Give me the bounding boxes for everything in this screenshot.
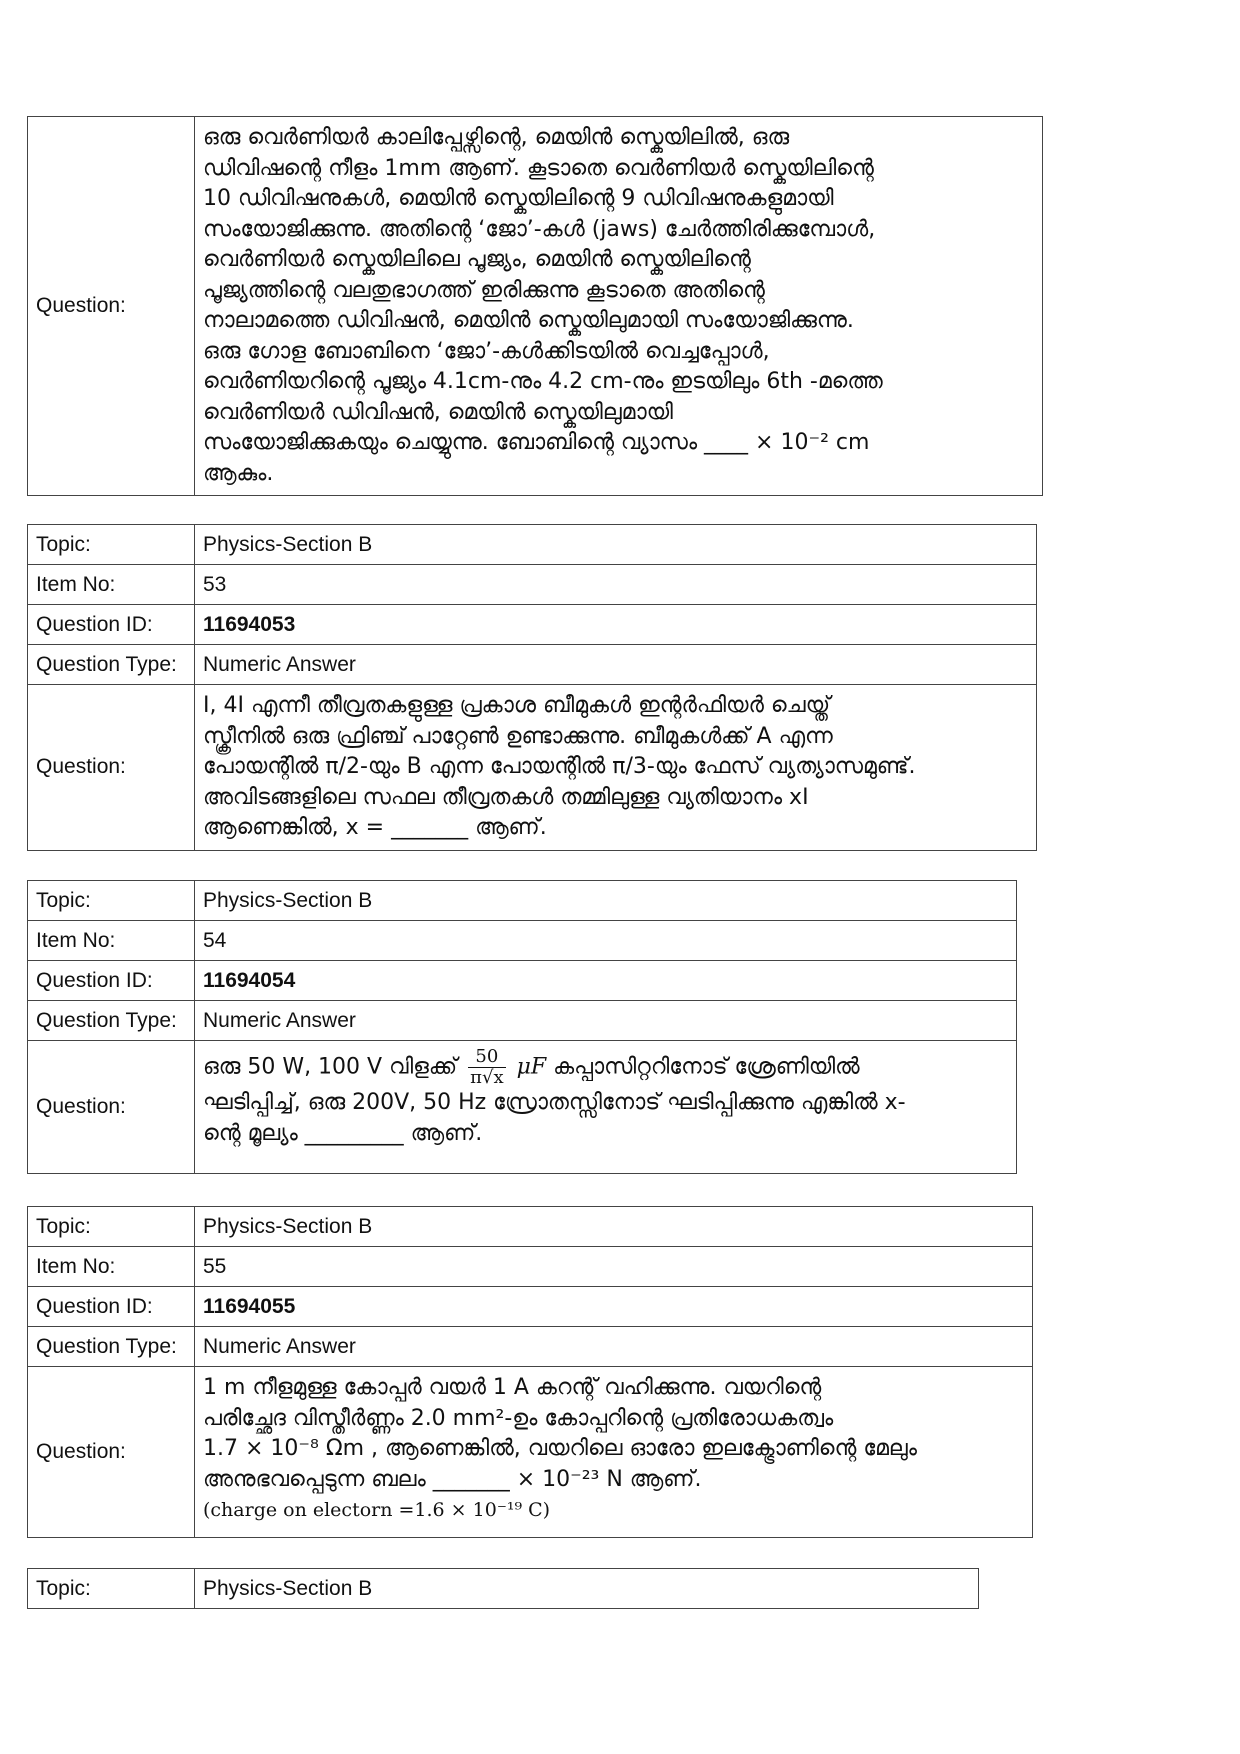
topic-label: Topic: (28, 1569, 195, 1609)
question-line: 1.7 × 10⁻⁸ Ωm , ആണെങ്കിൽ, വയറിലെ ഓരോ ഇലക്ട്രോണിന്റെ മേലും (203, 1436, 917, 1461)
topic-label: Topic: (28, 881, 195, 921)
question-type-label: Question Type: (28, 1001, 195, 1041)
question-line: വെർണിയർ ഡിവിഷൻ, മെയിൻ സ്കെയിലുമായി (203, 399, 673, 425)
item-row (28, 565, 1037, 605)
question-label: Question: (28, 117, 195, 496)
question-row (28, 685, 1037, 851)
topic-value: Physics-Section B (195, 881, 1017, 921)
question-text (195, 117, 1043, 496)
question-line: ന്റെ മൂല്യം _________ ആണ്. (203, 1120, 483, 1146)
question-type-value: Numeric Answer (195, 1001, 1017, 1041)
topic-row (28, 1207, 1033, 1247)
question-line: ഒരു ഗോള ബോബിനെ ‘ജോ’-കൾക്കിടയിൽ വെച്ചപ്പോൾ, (203, 338, 770, 364)
question-text-part: കപ്പാസിറ്ററിനോട് ശ്രേണിയിൽ (553, 1054, 860, 1080)
topic-row (28, 1569, 979, 1609)
topic-row (28, 525, 1037, 565)
item-value: 55 (195, 1247, 1033, 1287)
question-line: പോയന്റിൽ π/2-യും B എന്ന പോയന്റിൽ π/3-യും ഫേസ് വ്യത്യാസമുണ്ട്. (203, 754, 916, 779)
question-id-row (28, 605, 1037, 645)
question-line: വെർണിയറിന്റെ പൂജ്യം 4.1cm-നും 4.2 cm-നും ഇടയിലും 6th -മത്തെ (203, 369, 883, 394)
fraction-denominator: π√x (470, 1067, 504, 1088)
question-line: 1 m നീളമുള്ള കോപ്പർ വയർ 1 A കറന്റ് വഹിക്കുന്നു. വയറിന്റെ (203, 1375, 822, 1400)
question-line: I, 4I എന്നീ തീവ്രതകളുള്ള പ്രകാശ ബീമുകൾ ഇന്റർഫിയർ ചെയ്ത് (203, 693, 831, 718)
question-line: ഡിവിഷന്റെ നീളം 1mm ആണ്. കൂടാതെ വെർണിയർ സ്കെയിലിന്റെ (203, 155, 874, 181)
question-line: പൂജ്യത്തിന്റെ വലതുഭാഗത്ത് ഇരിക്കുന്നു കൂടാതെ അതിന്റെ (203, 277, 765, 303)
question-type-row (28, 1001, 1017, 1041)
question-label: Question: (28, 1041, 195, 1174)
question-table-53 (27, 524, 1037, 851)
question-table-55 (27, 1206, 1033, 1538)
question-id-row (28, 961, 1017, 1001)
question-text (195, 685, 1037, 851)
question-text-part: ഒരു 50 W, 100 V വിളക്ക് (203, 1054, 458, 1080)
question-line: പരിച്ഛേദ വിസ്തീർണ്ണം 2.0 mm²-ഉം കോപ്പറിന്റെ പ്രതിരോധകത്വം (203, 1405, 834, 1431)
question-row (28, 1367, 1033, 1538)
question-id-value: 11694054 (195, 961, 1017, 1001)
question-line: സംയോജിക്കുന്നു. അതിന്റെ ‘ജോ’-കൾ (jaws) ചേർത്തിരിക്കുമ്പോൾ, (203, 216, 876, 242)
question-table-54 (27, 880, 1017, 1174)
question-type-label: Question Type: (28, 1327, 195, 1367)
item-row (28, 921, 1017, 961)
question-id-row (28, 1287, 1033, 1327)
topic-label: Topic: (28, 525, 195, 565)
question-table-52 (27, 116, 1043, 496)
question-line: നാലാമത്തെ ഡിവിഷൻ, മെയിൻ സ്കെയിലുമായി സംയോജിക്കുന്നു. (203, 308, 854, 333)
question-line: സംയോജിക്കുകയും ചെയ്യുന്നു. ബോബിന്റെ വ്യാസം ____ × 10⁻² cm (203, 430, 870, 455)
topic-row (28, 881, 1017, 921)
topic-value: Physics-Section B (195, 525, 1037, 565)
question-id-value: 11694053 (195, 605, 1037, 645)
question-line: ഒരു വെർണിയർ കാലിപ്പേഴ്സിന്റെ, മെയിൻ സ്കെയിലിൽ, ഒരു (203, 125, 790, 150)
question-text (195, 1367, 1033, 1538)
question-line: ഘടിപ്പിച്ച്, ഒരു 200V, 50 Hz സ്രോതസ്സിനോട് ഘടിപ്പിക്കുന്നു എങ്കിൽ x- (203, 1090, 906, 1115)
topic-label: Topic: (28, 1207, 195, 1247)
question-type-row (28, 645, 1037, 685)
question-line: ആകും. (203, 460, 274, 486)
fraction-numerator: 50 (468, 1047, 505, 1068)
question-type-row (28, 1327, 1033, 1367)
item-label: Item No: (28, 921, 195, 961)
fraction (468, 1047, 505, 1088)
question-line: ആണെങ്കിൽ, x = _______ ആണ്. (203, 815, 547, 840)
question-line: അവിടങ്ങളിലെ സഫല തീവ്രതകൾ തമ്മിലുള്ള വ്യതിയാനം xI (203, 784, 809, 810)
question-line: 10 ഡിവിഷനുകൾ, മെയിൻ സ്കെയിലിന്റെ 9 ഡിവിഷനുകളുമായി (203, 186, 834, 211)
question-row (28, 1041, 1017, 1174)
question-type-label: Question Type: (28, 645, 195, 685)
question-label: Question: (28, 1367, 195, 1538)
question-text (195, 1041, 1017, 1174)
question-id-label: Question ID: (28, 1287, 195, 1327)
unit: μF (516, 1054, 547, 1080)
question-row (28, 117, 1043, 496)
topic-value: Physics-Section B (195, 1569, 979, 1609)
question-id-value: 11694055 (195, 1287, 1033, 1327)
question-type-value: Numeric Answer (195, 1327, 1033, 1367)
question-line (203, 1047, 1008, 1088)
item-value: 53 (195, 565, 1037, 605)
item-label: Item No: (28, 1247, 195, 1287)
item-label: Item No: (28, 565, 195, 605)
question-id-label: Question ID: (28, 605, 195, 645)
item-row (28, 1247, 1033, 1287)
question-line: സ്ക്രീനിൽ ഒരു ഫ്രിഞ്ച് പാറ്റേൺ ഉണ്ടാക്കുന്നു. ബീമുകൾക്ക് A എന്ന (203, 723, 833, 749)
question-type-value: Numeric Answer (195, 645, 1037, 685)
topic-value: Physics-Section B (195, 1207, 1033, 1247)
question-line: വെർണിയർ സ്കെയിലിലെ പൂജ്യം, മെയിൻ സ്കെയിലിന്റെ (203, 247, 751, 272)
question-label: Question: (28, 685, 195, 851)
item-value: 54 (195, 921, 1017, 961)
question-table-56 (27, 1568, 979, 1609)
question-line: (charge on electorn =1.6 × 10⁻¹⁹ C) (203, 1499, 551, 1521)
question-line: അനുഭവപ്പെടുന്ന ബലം _______ × 10⁻²³ N ആണ്. (203, 1466, 702, 1492)
question-id-label: Question ID: (28, 961, 195, 1001)
